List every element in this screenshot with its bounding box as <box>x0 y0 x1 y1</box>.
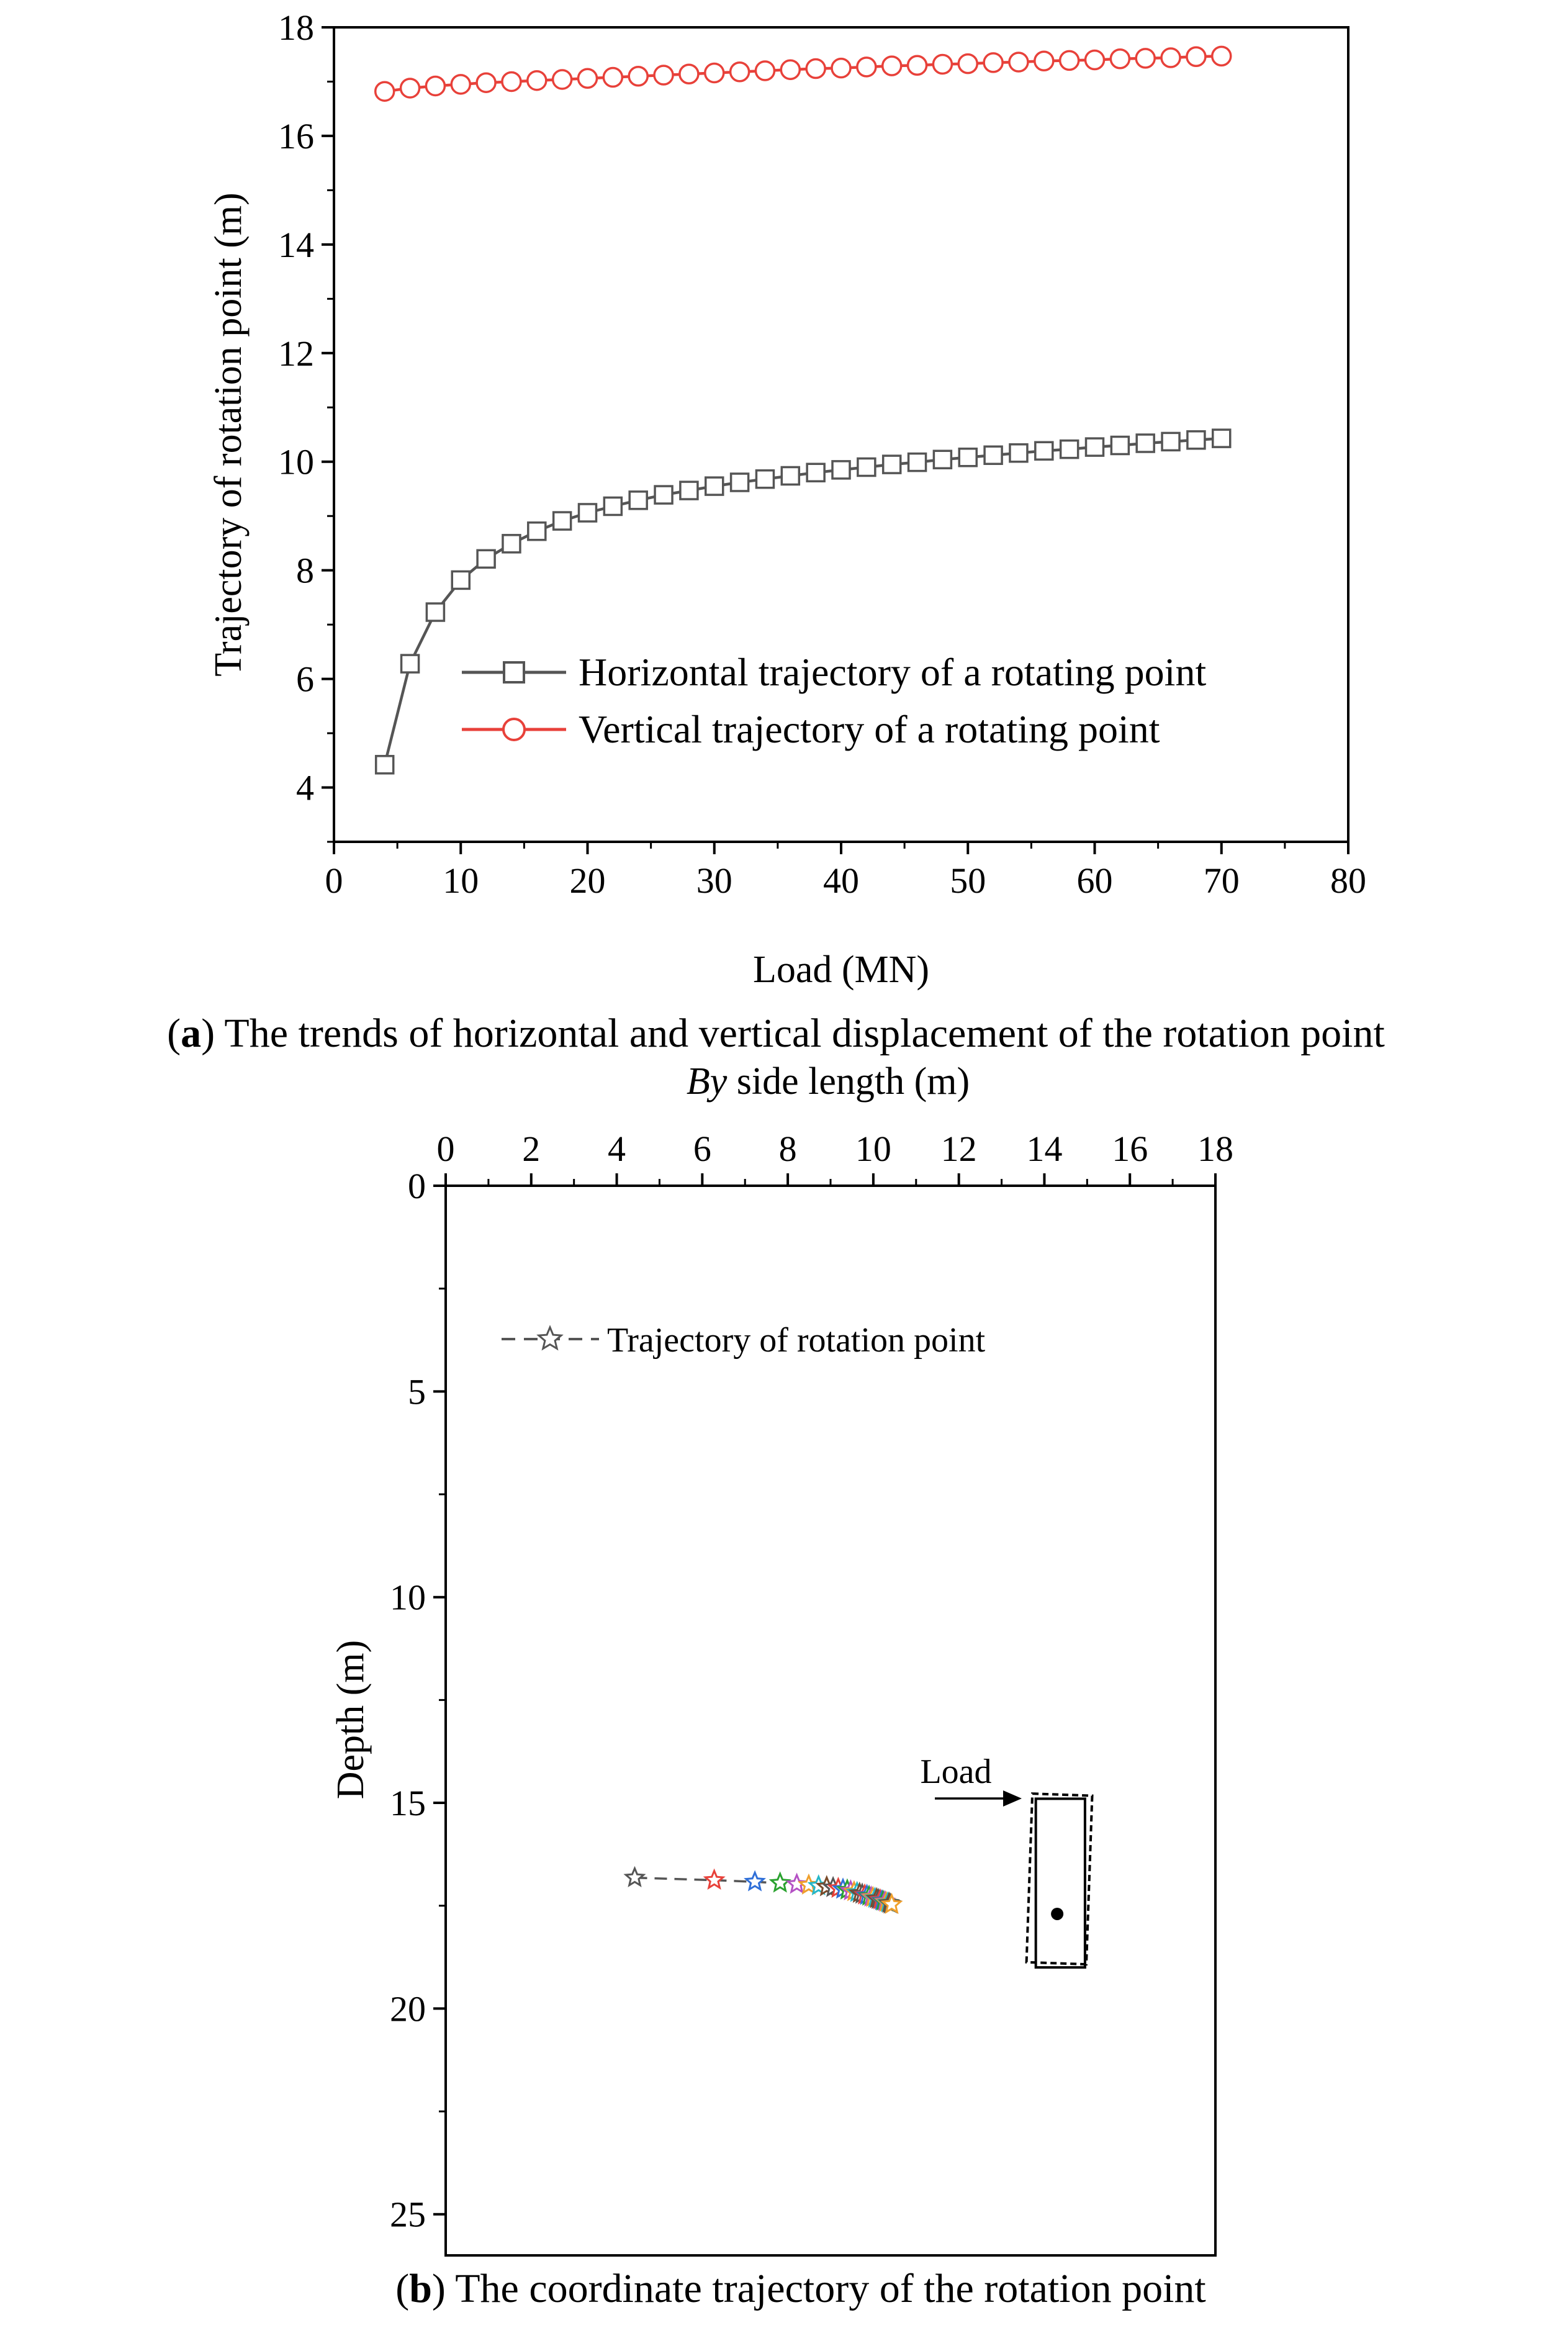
y-tick-label: 18 <box>278 7 314 48</box>
x-tick-label: 50 <box>950 860 986 901</box>
data-point-circle <box>1086 50 1104 69</box>
data-point-square <box>1187 431 1205 449</box>
data-point-square <box>655 486 672 503</box>
y-tick-label: 10 <box>278 441 314 482</box>
x-tick-label: 0 <box>325 860 343 901</box>
y-tick-label: 15 <box>390 1783 426 1824</box>
data-point-circle <box>1161 48 1180 67</box>
data-point-circle <box>1111 50 1129 68</box>
chart-b-x-ticks <box>437 1129 1234 1186</box>
data-point-star <box>626 1869 644 1885</box>
data-point-circle <box>731 63 749 81</box>
rotation-center-dot <box>1051 1908 1063 1920</box>
data-point-star <box>746 1872 764 1889</box>
load-annotation: Load <box>920 1753 992 1791</box>
y-tick-label: 8 <box>296 550 314 591</box>
data-point-circle <box>857 58 876 76</box>
data-point-square <box>629 492 647 509</box>
data-point-circle <box>958 55 977 73</box>
chart-a <box>167 7 1385 1056</box>
y-tick-label: 4 <box>296 767 314 808</box>
data-point-square <box>883 456 901 473</box>
x-tick-label: 8 <box>778 1129 797 1169</box>
chart-b-x-axis-title: By side length (m) <box>686 1060 970 1103</box>
data-point-square <box>934 451 951 468</box>
x-tick-label: 14 <box>1026 1129 1063 1169</box>
data-point-circle <box>477 73 495 92</box>
x-tick-label: 0 <box>436 1129 455 1169</box>
legend-star-icon <box>539 1327 561 1348</box>
x-tick-label: 6 <box>693 1129 711 1169</box>
chart-b-legend <box>502 1321 986 1360</box>
data-point-circle <box>603 68 622 86</box>
chart-b-series <box>626 1869 901 1912</box>
data-point-square <box>959 449 976 466</box>
chart-b-y-ticks <box>390 1166 446 2235</box>
chart-a-x-ticks <box>325 842 1367 901</box>
data-point-circle <box>755 61 774 80</box>
x-tick-label: 4 <box>608 1129 626 1169</box>
y-tick-label: 6 <box>296 659 314 700</box>
data-point-square <box>909 454 926 471</box>
x-tick-label: 30 <box>696 860 732 901</box>
data-point-square <box>426 603 444 621</box>
data-point-star <box>771 1874 789 1890</box>
x-tick-label: 16 <box>1112 1129 1148 1169</box>
data-point-circle <box>883 56 901 75</box>
y-tick-label: 12 <box>278 333 314 374</box>
data-point-square <box>858 458 875 476</box>
legend-label-horizontal: Horizontal trajectory of a rotating point <box>579 650 1207 694</box>
data-point-square <box>1035 442 1053 459</box>
data-point-circle <box>680 65 698 83</box>
data-point-square <box>503 535 520 553</box>
data-point-square <box>1162 433 1179 450</box>
y-tick-label: 14 <box>278 224 314 265</box>
x-tick-label: 12 <box>940 1129 977 1169</box>
y-tick-label: 5 <box>408 1371 426 1412</box>
data-point-square <box>452 571 469 589</box>
data-point-square <box>1086 438 1104 456</box>
data-point-square <box>528 523 546 540</box>
data-point-square <box>477 550 495 567</box>
data-point-circle <box>933 55 952 73</box>
y-tick-label: 20 <box>390 1988 426 2029</box>
data-point-square <box>1061 441 1078 458</box>
legend-marker-square-icon <box>504 662 524 682</box>
data-point-square <box>706 477 723 495</box>
data-point-circle <box>579 69 597 88</box>
data-point-circle <box>528 71 546 90</box>
data-point-circle <box>629 67 647 86</box>
data-point-circle <box>1187 47 1205 66</box>
data-point-square <box>376 756 394 774</box>
data-point-square <box>1010 444 1027 462</box>
data-point-circle <box>1060 51 1079 70</box>
data-point-circle <box>502 72 521 91</box>
data-point-circle <box>401 79 420 97</box>
data-point-circle <box>1212 47 1231 65</box>
chart-b-legend-label: Trajectory of rotation point <box>607 1321 986 1360</box>
data-point-circle <box>376 82 394 101</box>
y-tick-label: 10 <box>390 1577 426 1618</box>
data-point-square <box>604 497 621 515</box>
chart-a-caption: (a) The trends of horizontal and vertical displacement of the rotation point <box>167 1011 1385 1056</box>
data-point-square <box>1137 435 1154 452</box>
x-tick-label: 80 <box>1330 860 1366 901</box>
chart-a-legend <box>462 650 1206 751</box>
chart-a-y-axis-title: Trajectory of rotation point (m) <box>207 192 250 677</box>
data-point-square <box>579 504 597 521</box>
x-tick-label: 20 <box>569 860 606 901</box>
x-tick-label: 10 <box>855 1129 891 1169</box>
data-point-circle <box>1136 49 1155 68</box>
data-point-square <box>731 474 749 491</box>
x-tick-label: 60 <box>1076 860 1113 901</box>
data-point-circle <box>1009 53 1028 71</box>
data-point-circle <box>1035 52 1053 70</box>
x-tick-label: 70 <box>1203 860 1240 901</box>
chart-b-y-axis-title: Depth (m) <box>330 1640 372 1800</box>
data-point-square <box>1111 436 1129 454</box>
data-point-square <box>832 461 850 479</box>
x-tick-label: 2 <box>522 1129 541 1169</box>
data-point-circle <box>781 60 800 79</box>
y-tick-label: 25 <box>390 2194 426 2235</box>
chart-a-y-ticks <box>278 7 334 842</box>
pile-original-outline <box>1036 1798 1085 1967</box>
data-point-square <box>1213 430 1230 447</box>
data-point-circle <box>705 63 724 82</box>
legend-marker-circle-icon <box>503 719 525 740</box>
chart-b <box>330 1060 1233 2311</box>
chart-b-caption: (b) The coordinate trajectory of the rotation point <box>395 2266 1206 2311</box>
x-tick-label: 18 <box>1197 1129 1233 1169</box>
y-tick-label: 16 <box>278 115 314 156</box>
x-tick-label: 40 <box>823 860 859 901</box>
data-point-circle <box>806 59 825 78</box>
data-point-circle <box>984 53 1003 72</box>
load-arrow-head-icon <box>1003 1790 1022 1807</box>
pile-diagram <box>1027 1794 1093 1967</box>
data-point-square <box>756 471 773 488</box>
data-point-circle <box>832 59 850 78</box>
data-point-square <box>807 464 824 481</box>
y-tick-label: 0 <box>408 1166 426 1206</box>
data-point-circle <box>451 75 470 94</box>
data-point-square <box>985 446 1002 464</box>
data-point-star <box>705 1871 723 1888</box>
legend-label-vertical: Vertical trajectory of a rotating point <box>579 707 1160 751</box>
data-point-circle <box>553 70 572 89</box>
data-point-circle <box>654 66 673 84</box>
data-point-square <box>782 467 799 484</box>
chart-a-x-axis-title: Load (MN) <box>752 949 930 991</box>
data-point-square <box>680 482 698 499</box>
data-point-circle <box>426 76 444 95</box>
x-tick-label: 10 <box>443 860 479 901</box>
data-point-square <box>402 655 419 672</box>
data-point-square <box>554 512 571 530</box>
data-point-circle <box>908 56 927 74</box>
